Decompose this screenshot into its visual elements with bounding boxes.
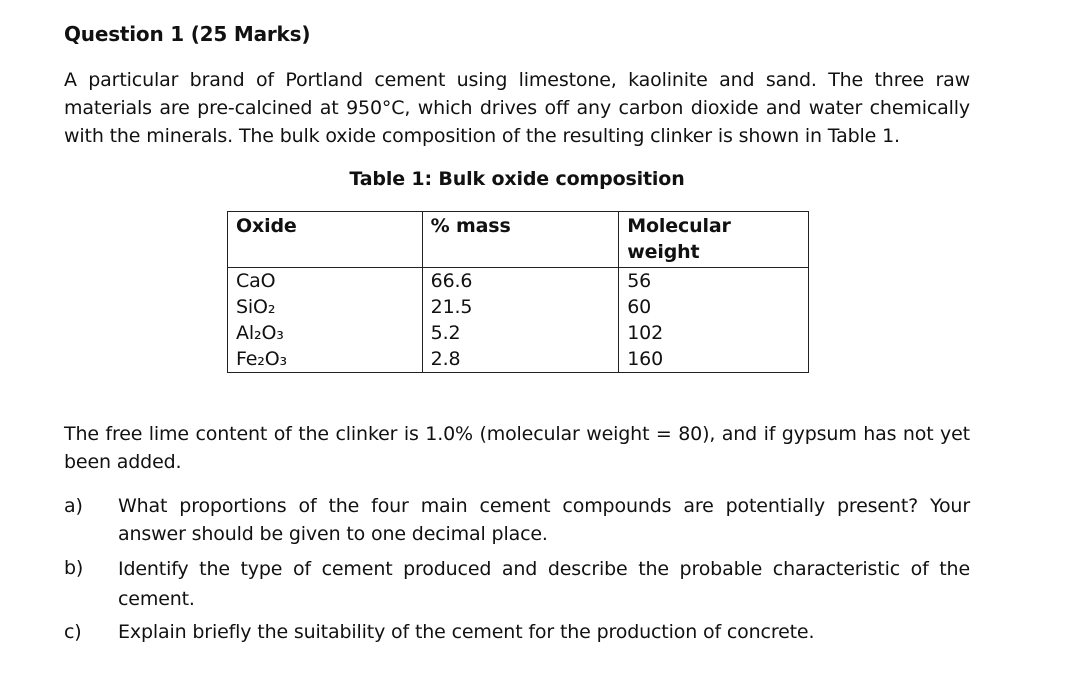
molecular-weight-cell: 56 (619, 268, 809, 295)
molecular-weight-cell: 160 (619, 346, 809, 373)
sub-question-list (64, 492, 970, 646)
mass-cell: 21.5 (422, 294, 619, 320)
mass-cell: 5.2 (422, 320, 619, 346)
mass-cell: 66.6 (422, 268, 619, 295)
question-title: Question 1 (25 Marks) (64, 22, 311, 46)
sub-question-b (64, 554, 970, 614)
header-mass: % mass (422, 212, 619, 268)
table-row (228, 268, 809, 295)
sub-question-a (64, 492, 970, 548)
table-header-row (228, 212, 809, 268)
table-caption: Table 1: Bulk oxide composition (349, 168, 685, 190)
sub-question-text: What proportions of the four main cement compounds are potentially present? Your answer should be given to one decimal place. (118, 495, 970, 545)
oxide-cell: Fe₂O₃ (228, 346, 423, 373)
sub-question-text: Identify the type of cement produced and describe the probable characteristic of the cement. (118, 558, 970, 610)
header-oxide: Oxide (228, 212, 423, 268)
intro-paragraph: A particular brand of Portland cement using limestone, kaolinite and sand. The three raw materials are pre-calcined at 950°C, which drives off any carbon dioxide and water chemically with the minerals. The bulk oxide composition of the resulting clinker is shown in Table 1. (64, 69, 970, 147)
oxide-cell: Al₂O₃ (228, 320, 423, 346)
oxide-cell: SiO₂ (228, 294, 423, 320)
table-row (228, 320, 809, 346)
free-lime-paragraph: The free lime content of the clinker is 1.0% (molecular weight = 80), and if gypsum has not yet been added. (64, 423, 970, 473)
oxide-composition-table (227, 211, 809, 373)
sub-question-marker: a) (64, 495, 83, 517)
sub-question-marker: b) (64, 557, 84, 579)
header-molecular-weight: Molecular weight (619, 212, 809, 268)
oxide-cell: CaO (228, 268, 423, 295)
sub-question-marker: c) (64, 621, 82, 643)
sub-question-c (64, 618, 970, 646)
molecular-weight-cell: 60 (619, 294, 809, 320)
mass-cell: 2.8 (422, 346, 619, 373)
table-row (228, 294, 809, 320)
sub-question-text: Explain briefly the suitability of the cement for the production of concrete. (118, 621, 815, 643)
table-row (228, 346, 809, 373)
molecular-weight-cell: 102 (619, 320, 809, 346)
